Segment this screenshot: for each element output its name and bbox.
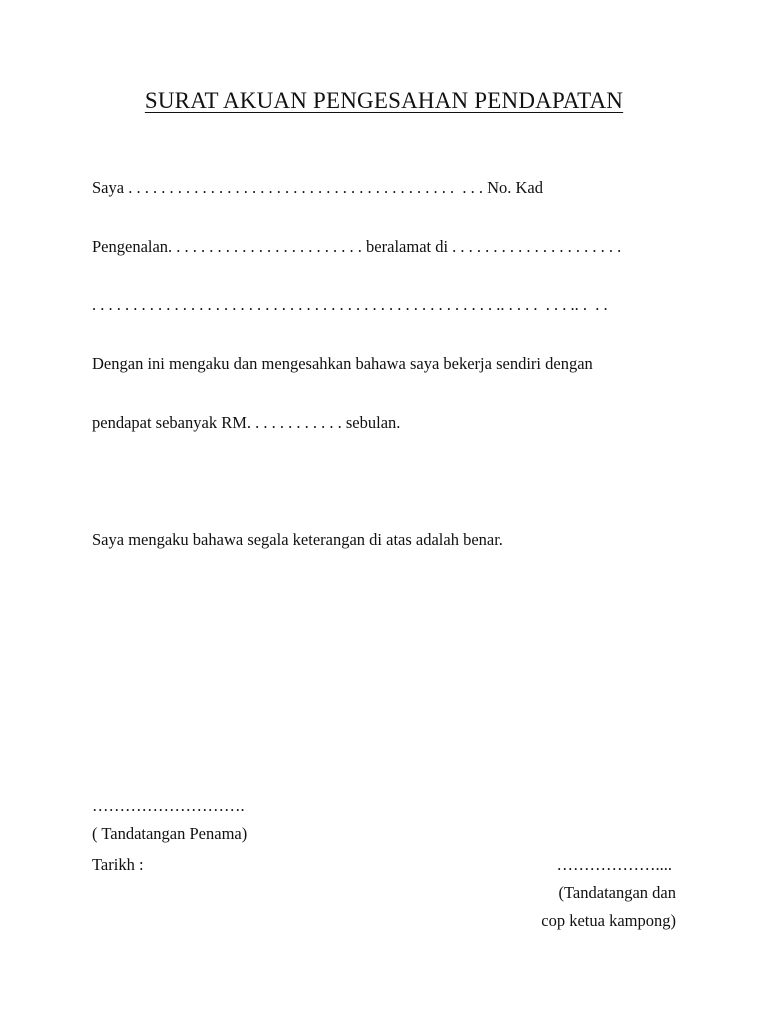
address-continuation-line: . . . . . . . . . . . . . . . . . . . . . . . . . . . . . . . . . . . . . . . . . . . . . . . . . .. . . . . . . . .. . . . (92, 295, 608, 314)
headman-signature-caption-1: (Tandatangan dan (558, 883, 676, 902)
applicant-signature-dots: ………………………. (92, 796, 245, 815)
income-line: pendapat sebanyak RM. . . . . . . . . . . . sebulan. (92, 413, 401, 432)
truth-statement-line: Saya mengaku bahawa segala keterangan di atas adalah benar. (92, 530, 503, 549)
document-title-text: SURAT AKUAN PENGESAHAN PENDAPATAN (144, 88, 624, 113)
name-line: Saya . . . . . . . . . . . . . . . . . . . . . . . . . . . . . . . . . . . . . . . . . . . No. Kad (92, 178, 543, 197)
ic-address-line: Pengenalan. . . . . . . . . . . . . . . . . . . . . . . . beralamat di . . . . . . . . . . . . . . . . . . . . . (92, 237, 622, 256)
headman-signature-dots: ……………….... (556, 855, 672, 874)
declaration-line: Dengan ini mengaku dan mengesahkan bahawa saya bekerja sendiri dengan (92, 354, 593, 373)
document-title (0, 88, 768, 114)
date-label: Tarikh : (92, 855, 144, 874)
headman-signature-caption-2: cop ketua kampong) (541, 911, 676, 930)
applicant-signature-caption: ( Tandatangan Penama) (92, 824, 248, 843)
